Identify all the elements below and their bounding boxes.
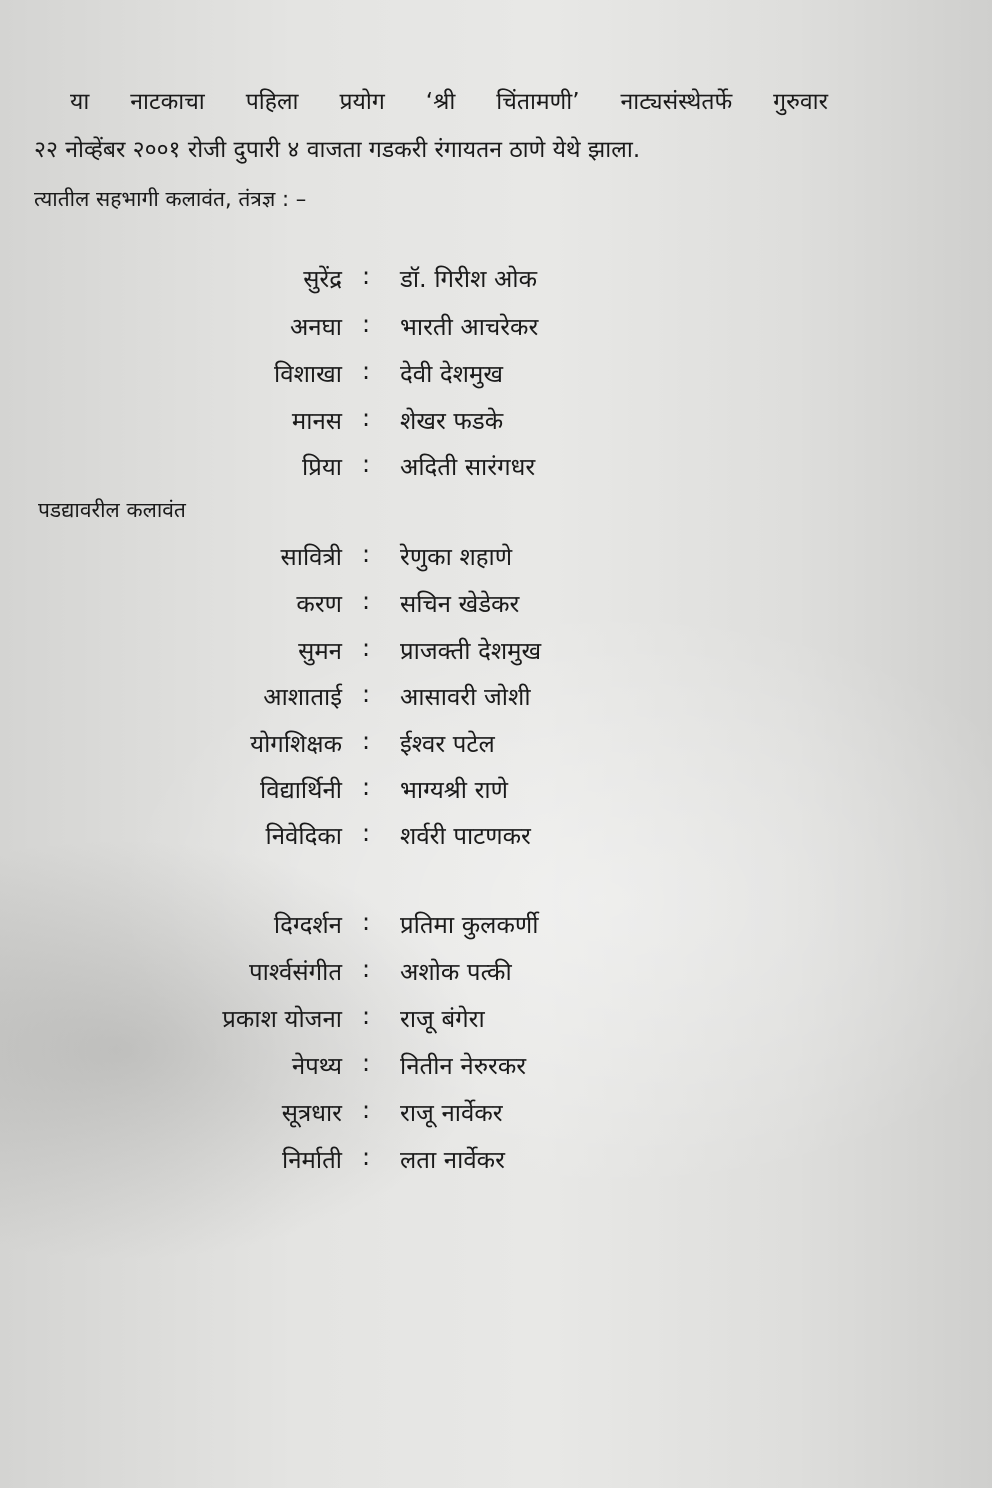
crew-name: नितीन नेरुरकर bbox=[400, 1052, 527, 1080]
cast-row bbox=[0, 404, 992, 444]
role-label: निवेदिका bbox=[265, 822, 342, 850]
colon-separator: : bbox=[362, 908, 371, 936]
role-label: दिग्दर्शन bbox=[273, 911, 342, 939]
cast-row bbox=[0, 357, 992, 397]
crew-row bbox=[0, 1002, 992, 1042]
colon-separator: : bbox=[362, 1002, 371, 1030]
actor-name: शर्वरी पाटणकर bbox=[400, 822, 531, 850]
crew-row bbox=[0, 1143, 992, 1183]
colon-separator: : bbox=[362, 634, 371, 662]
offstage-row bbox=[0, 773, 992, 813]
crew-row bbox=[0, 1096, 992, 1136]
role-label: करण bbox=[296, 590, 342, 618]
offstage-heading: पडद्यावरील कलावंत bbox=[38, 498, 186, 522]
colon-separator: : bbox=[362, 955, 371, 983]
role-label: सावित्री bbox=[280, 543, 342, 571]
role-label: आशाताई bbox=[263, 683, 342, 711]
intro-line-1: या नाटकाचा पहिला प्रयोग ‘श्री चिंतामणी’ नाट्यसंस्थेतर्फे गुरुवार bbox=[70, 89, 828, 115]
actor-name: अदिती सारंगधर bbox=[400, 453, 536, 481]
cast-row bbox=[0, 262, 992, 302]
crew-name: राजू नार्वेकर bbox=[400, 1099, 503, 1127]
role-label: योगशिक्षक bbox=[250, 730, 342, 758]
colon-separator: : bbox=[362, 262, 371, 290]
colon-separator: : bbox=[362, 450, 371, 478]
cast-row bbox=[0, 450, 992, 490]
offstage-row bbox=[0, 680, 992, 720]
colon-separator: : bbox=[362, 310, 371, 338]
role-label: मानस bbox=[291, 407, 342, 435]
offstage-row bbox=[0, 634, 992, 674]
offstage-row bbox=[0, 727, 992, 767]
role-label: सूत्रधार bbox=[281, 1099, 342, 1127]
colon-separator: : bbox=[362, 1049, 371, 1077]
crew-name: अशोक पत्की bbox=[400, 958, 512, 986]
actor-name: सचिन खेडेकर bbox=[400, 590, 520, 618]
colon-separator: : bbox=[362, 727, 371, 755]
intro-line-3: त्यातील सहभागी कलावंत, तंत्रज्ञ : – bbox=[34, 187, 307, 211]
role-label: निर्माती bbox=[282, 1146, 342, 1174]
actor-name: प्राजक्ती देशमुख bbox=[400, 637, 542, 665]
role-label: प्रकाश योजना bbox=[222, 1005, 342, 1033]
colon-separator: : bbox=[362, 404, 371, 432]
colon-separator: : bbox=[362, 680, 371, 708]
actor-name: ईश्वर पटेल bbox=[400, 730, 495, 758]
crew-row bbox=[0, 908, 992, 948]
intro-line-2: २२ नोव्हेंबर २००१ रोजी दुपारी ४ वाजता गडकरी रंगायतन ठाणे येथे झाला. bbox=[34, 137, 641, 163]
colon-separator: : bbox=[362, 773, 371, 801]
actor-name: डॉ. गिरीश ओक bbox=[400, 265, 538, 293]
role-label: सुरेंद्र bbox=[303, 265, 342, 293]
actor-name: भारती आचरेकर bbox=[400, 313, 539, 341]
actor-name: देवी देशमुख bbox=[400, 360, 503, 388]
role-label: नेपथ्य bbox=[291, 1052, 342, 1080]
colon-separator: : bbox=[362, 587, 371, 615]
actor-name: रेणुका शहाणे bbox=[400, 543, 513, 571]
role-label: पार्श्वसंगीत bbox=[248, 958, 342, 986]
role-label: विद्यार्थिनी bbox=[260, 776, 342, 804]
cast-row bbox=[0, 310, 992, 350]
crew-name: राजू बंगेरा bbox=[400, 1005, 485, 1033]
colon-separator: : bbox=[362, 819, 371, 847]
colon-separator: : bbox=[362, 1096, 371, 1124]
crew-row bbox=[0, 955, 992, 995]
colon-separator: : bbox=[362, 1143, 371, 1171]
crew-row bbox=[0, 1049, 992, 1089]
role-label: प्रिया bbox=[301, 453, 342, 481]
offstage-row bbox=[0, 819, 992, 859]
colon-separator: : bbox=[362, 357, 371, 385]
offstage-row bbox=[0, 587, 992, 627]
colon-separator: : bbox=[362, 540, 371, 568]
actor-name: आसावरी जोशी bbox=[400, 683, 531, 711]
offstage-row bbox=[0, 540, 992, 580]
crew-name: प्रतिमा कुलकर्णी bbox=[400, 911, 539, 939]
actor-name: भाग्यश्री राणे bbox=[400, 776, 508, 804]
role-label: विशाखा bbox=[274, 360, 342, 388]
crew-name: लता नार्वेकर bbox=[400, 1146, 505, 1174]
role-label: अनघा bbox=[289, 313, 342, 341]
role-label: सुमन bbox=[298, 637, 342, 665]
actor-name: शेखर फडके bbox=[400, 407, 504, 435]
